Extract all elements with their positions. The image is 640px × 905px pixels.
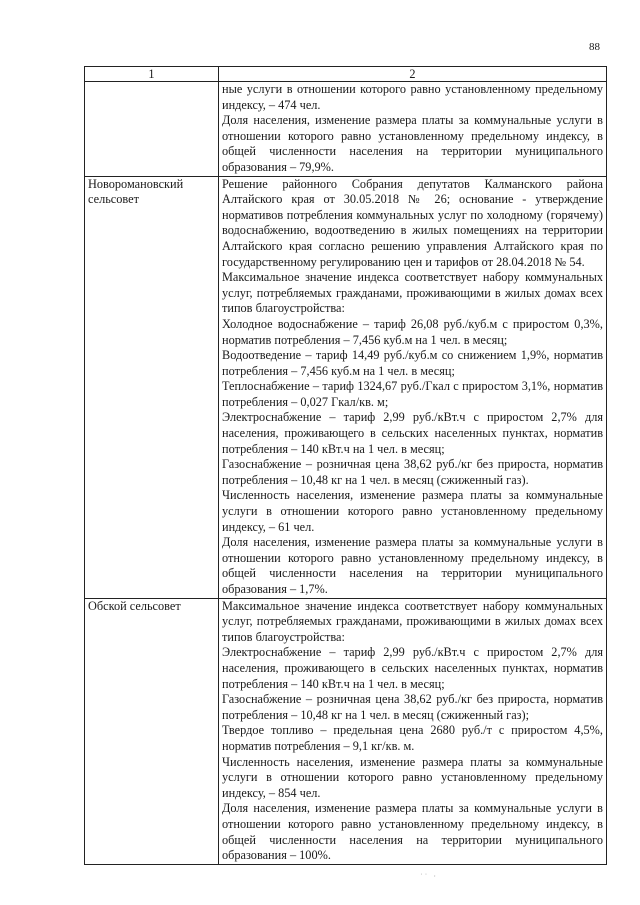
document-table <box>84 66 607 865</box>
org-name-cell <box>85 82 219 177</box>
scan-smudge: ˙˙ · <box>420 872 438 881</box>
paragraph: Решение районного Собрания депутатов Калманского района Алтайского края от 30.05.2018 № 26; основание - утверждение нормативов потребления коммунальных услуг по холодному (горячему) водоснабжению, водоотведению в жилых помещениях на территории Алтайского края согласно решению управления Алтайского края по государственному регулированию цен и тарифов от 28.04.2018 № 54. <box>222 176 603 269</box>
table-row <box>85 176 607 598</box>
paragraph: Водоотведение – тариф 14,49 руб./куб.м со снижением 1,9%, норматив потребления – 7,456 куб.м на 1 чел. в месяц; <box>222 348 603 378</box>
paragraph: Доля населения, изменение размера платы за коммунальные услуги в отношении которого равно установленному предельному индексу, в общей численности населения на территории муниципального образования – 100%. <box>222 801 603 863</box>
column-header-2: 2 <box>219 67 607 82</box>
paragraph: Теплоснабжение – тариф 1324,67 руб./Гкал с приростом 3,1%, норматив потребления – 0,027 Гкал/кв. м; <box>222 379 603 409</box>
content-cell <box>219 176 607 598</box>
paragraph: Холодное водоснабжение – тариф 26,08 руб./куб.м с приростом 0,3%, норматив потребления – 7,456 куб.м на 1 чел. в месяц; <box>222 316 603 347</box>
content-cell <box>219 82 607 177</box>
table-row <box>85 82 607 177</box>
paragraph: ные услуги в отношении которого равно установленному предельному индексу, – 474 чел. <box>222 82 603 112</box>
paragraph: Доля населения, изменение размера платы за коммунальные услуги в отношении которого равно установленному предельному индексу, в общей численности населения на территории муниципального образования – 79,9%. <box>222 113 603 174</box>
paragraph: Максимальное значение индекса соответствует набору коммунальных услуг, потребляемых гражданами, проживающими в жилых домах всех типов благоустройства: <box>222 598 603 644</box>
page-number: 88 <box>589 41 600 53</box>
content-cell <box>219 598 607 864</box>
paragraph: Газоснабжение – розничная цена 38,62 руб./кг без прироста, норматив потребления – 10,48 кг на 1 чел. в месяц (сжиженный газ); <box>222 692 603 722</box>
paragraph: Численность населения, изменение размера платы за коммунальные услуги в отношении которого равно установленному предельному индексу, – 61 чел. <box>222 488 603 534</box>
table-row <box>85 598 607 864</box>
paragraph: Твердое топливо – предельная цена 2680 руб./т с приростом 4,5%, норматив потребления – 9,1 кг/кв. м. <box>222 723 603 753</box>
paragraph: Электроснабжение – тариф 2,99 руб./кВт.ч с приростом 2,7% для населения, проживающего в сельских населенных пунктах, норматив потребления – 140 кВт.ч на 1 чел. в месяц; <box>222 645 603 691</box>
paragraph: Максимальное значение индекса соответствует набору коммунальных услуг, потребляемых гражданами, проживающими в жилых домах всех типов благоустройства: <box>222 270 603 316</box>
column-header-1: 1 <box>85 67 219 82</box>
org-name-cell: Новоромановский сельсовет <box>85 176 219 598</box>
paragraph: Электроснабжение – тариф 2,99 руб./кВт.ч с приростом 2,7% для населения, проживающего в сельских населенных пунктах, норматив потребления – 140 кВт.ч на 1 чел. в месяц; <box>222 410 603 456</box>
paragraph: Газоснабжение – розничная цена 38,62 руб./кг без прироста, норматив потребления – 10,48 кг на 1 чел. в месяц (сжиженный газ). <box>222 457 603 487</box>
table-header-row <box>85 67 607 82</box>
org-name-cell: Обской сельсовет <box>85 598 219 864</box>
paragraph: Численность населения, изменение размера платы за коммунальные услуги в отношении которого равно установленному предельному индексу, – 854 чел. <box>222 754 603 800</box>
paragraph: Доля населения, изменение размера платы за коммунальные услуги в отношении которого равно установленному предельному индексу, в общей численности населения на территории муниципального образования – 1,7%. <box>222 535 603 596</box>
